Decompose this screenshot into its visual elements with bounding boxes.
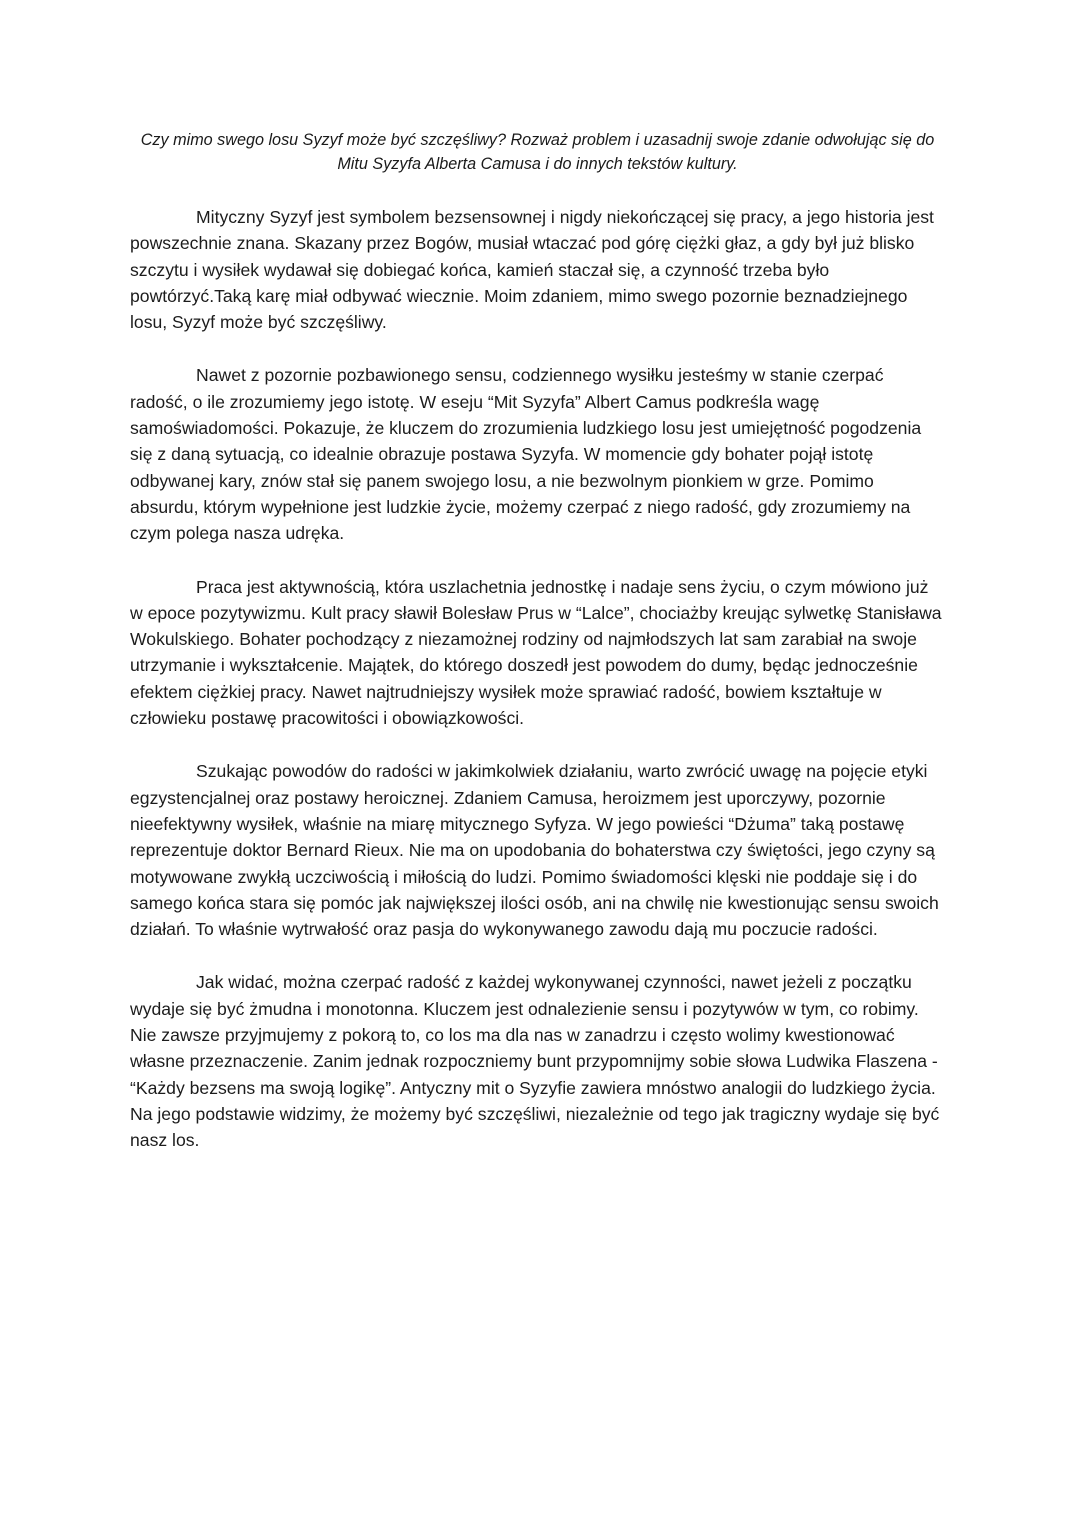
essay-paragraph-4: Szukając powodów do radości w jakimkolwiek działaniu, warto zwrócić uwagę na pojęcie etyki egzystencjalnej oraz postawy heroicznej. Zdaniem Camusa, heroizmem jest uporczywy, pozornie nieefektywny wysiłek, właśnie na miarę mitycznego Syfyza. W jego powieści “Dżuma” taką postawę reprezentuje doktor Bernard Rieux. Nie ma on upodobania do bohaterstwa czy świętości, jego czyny są motywowane zwykłą uczciwością i miłością do ludzi. Pomimo świadomości klęski nie poddaje się i do samego końca stara się pomóc jak największej ilości osób, ani na chwilę nie kwestionując sensu swoich działań. To właśnie wytrwałość oraz pasja do wykonywanego zawodu dają mu poczucie radości. bbox=[130, 761, 939, 940]
essay-paragraph-2: Nawet z pozornie pozbawionego sensu, codziennego wysiłku jesteśmy w stanie czerpać radość, o ile zrozumiemy jego istotę. W eseju “Mit Syzyfa” Albert Camus podkreśla wagę samoświadomości. Pokazuje, że kluczem do zrozumienia ludzkiego losu jest umiejętność pogodzenia się z daną sytuacją, co idealnie obrazuje postawa Syzyfa. W momencie gdy bohater pojął istotę odbywanej kary, znów stał się panem swojego losu, a nie bezwolnym pionkiem w grze. Pomimo absurdu, którym wypełnione jest ludzkie życie, możemy czerpać z niego radość, gdy zrozumiemy na czym polega nasza udręka. bbox=[130, 365, 922, 544]
essay-paragraph-3: Praca jest aktywnością, która uszlachetnia jednostkę i nadaje sens życiu, o czym mówiono już w epoce pozytywizmu. Kult pracy sławił Bolesław Prus w “Lalce”, chociażby kreując sylwetkę Stanisława Wokulskiego. Bohater pochodzący z niezamożnej rodziny od najmłodszych lat sam zarabiał na swoje utrzymanie i wykształcenie. Majątek, do którego doszedł jest powodem do dumy, będąc jednocześnie efektem ciężkiej pracy. Nawet najtrudniejszy wysiłek może sprawiać radość, bowiem kształtuje w człowieku postawę pracowitości i obowiązkowości. bbox=[130, 576, 942, 729]
essay-question: Czy mimo swego losu Syzyf może być szczęśliwy? Rozważ problem i uzasadnij swoje zdanie odwołując się do Mitu Syzyfa Alberta Camusa i do innych tekstów kultury. bbox=[140, 131, 935, 173]
essay-paragraph-1: Mityczny Syzyf jest symbolem bezsensownej i nigdy niekończącej się pracy, a jego historia jest powszechnie znana. Skazany przez Bogów, musiał wtaczać pod górę ciężki głaz, a gdy był już blisko szczytu i wysiłek wydawał się dobiegać końca, kamień staczał się, a czynność trzeba było powtórzyć.Taką karę miał odbywać wiecznie. Moim zdaniem, mimo swego pozornie beznadziejnego losu, Syzyf może być szczęśliwy. bbox=[130, 207, 934, 333]
essay-paragraph-5: Jak widać, można czerpać radość z każdej wykonywanej czynności, nawet jeżeli z początku wydaje się być żmudna i monotonna. Kluczem jest odnalezienie sensu i pozytywów w tym, co robimy. Nie zawsze przyjmujemy z pokorą to, co los ma dla nas w zanadrzu i często wolimy kwestionować własne przeznaczenie. Zanim jednak rozpoczniemy bunt przypomnijmy sobie słowa Ludwika Flaszena - “Każdy bezsens ma swoją logikę”. Antyczny mit o Syzyfie zawiera mnóstwo analogii do ludzkiego życia. Na jego podstawie widzimy, że możemy być szczęśliwi, niezależnie od tego jak tragiczny wydaje się być nasz los. bbox=[130, 972, 940, 1151]
document-body bbox=[130, 128, 945, 1154]
